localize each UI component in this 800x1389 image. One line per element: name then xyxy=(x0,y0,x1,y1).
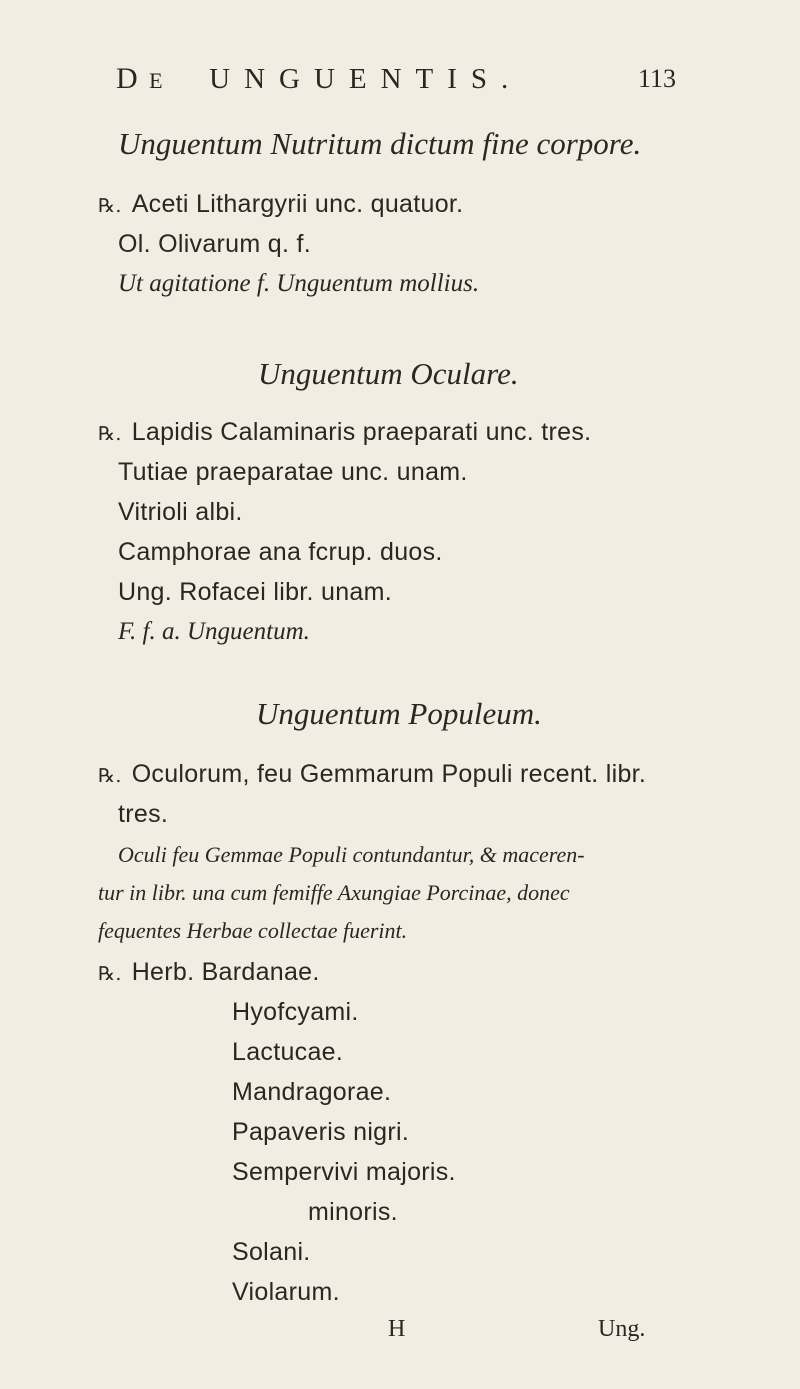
recipe-symbol: ℞. xyxy=(98,195,122,217)
recipe-instruction: Oculi feu Gemmae Populi contundantur, & maceren- xyxy=(118,842,585,867)
page-number: 113 xyxy=(637,64,676,93)
recipe-line: Vitrioli albi. xyxy=(118,498,243,526)
herb-line: Sempervivi majoris. xyxy=(232,1158,456,1186)
recipe-symbol: ℞. xyxy=(98,963,122,985)
recipe-instruction: fequentes Herbae collectae fuerint. xyxy=(98,918,408,943)
recipe-line: ℞. Oculorum, feu Gemmarum Populi recent. libr. xyxy=(98,760,647,788)
herb-line: Lactucae. xyxy=(232,1038,344,1066)
recipe-line: Ung. Rofacei libr. unam. xyxy=(118,578,392,606)
section-title: Unguentum Nutritum dictum fine corpore. xyxy=(118,126,642,161)
herb-line: Violarum. xyxy=(232,1278,340,1306)
section-title: Unguentum Oculare. xyxy=(258,356,519,391)
recipe-line: ℞. Aceti Lithargyrii unc. quatuor. xyxy=(98,190,464,218)
recipe-line: tres. xyxy=(118,800,169,828)
herb-line: minoris. xyxy=(308,1198,398,1226)
running-header xyxy=(116,62,676,96)
catchword: Ung. xyxy=(598,1316,646,1342)
header-title: UNGUENTIS. xyxy=(209,63,523,95)
recipe-symbol: ℞. xyxy=(98,423,122,445)
recipe-instruction: F. f. a. Unguentum. xyxy=(118,618,310,645)
recipe-line: Camphorae ana fcrup. duos. xyxy=(118,538,443,566)
recipe-instruction: Ut agitatione f. Unguentum mollius. xyxy=(118,270,480,297)
header-small-caps: E xyxy=(149,68,166,93)
recipe-line: ℞. Lapidis Calaminaris praeparati unc. tres. xyxy=(98,418,592,446)
herb-line: Papaveris nigri. xyxy=(232,1118,410,1146)
herb-line: Hyofcyami. xyxy=(232,998,359,1026)
herb-line: Mandragorae. xyxy=(232,1078,392,1106)
recipe-instruction: tur in libr. una cum femiffe Axungiae Porcinae, donec xyxy=(98,880,570,905)
recipe-line: Ol. Olivarum q. f. xyxy=(118,230,311,258)
recipe-symbol: ℞. xyxy=(98,765,122,787)
recipe-line: Tutiae praeparatae unc. unam. xyxy=(118,458,468,486)
signature-mark: H xyxy=(388,1316,406,1342)
header-initial: D xyxy=(116,62,140,95)
herb-line: Solani. xyxy=(232,1238,311,1266)
section-title: Unguentum Populeum. xyxy=(256,696,542,731)
herb-line: ℞. Herb. Bardanae. xyxy=(98,958,320,986)
